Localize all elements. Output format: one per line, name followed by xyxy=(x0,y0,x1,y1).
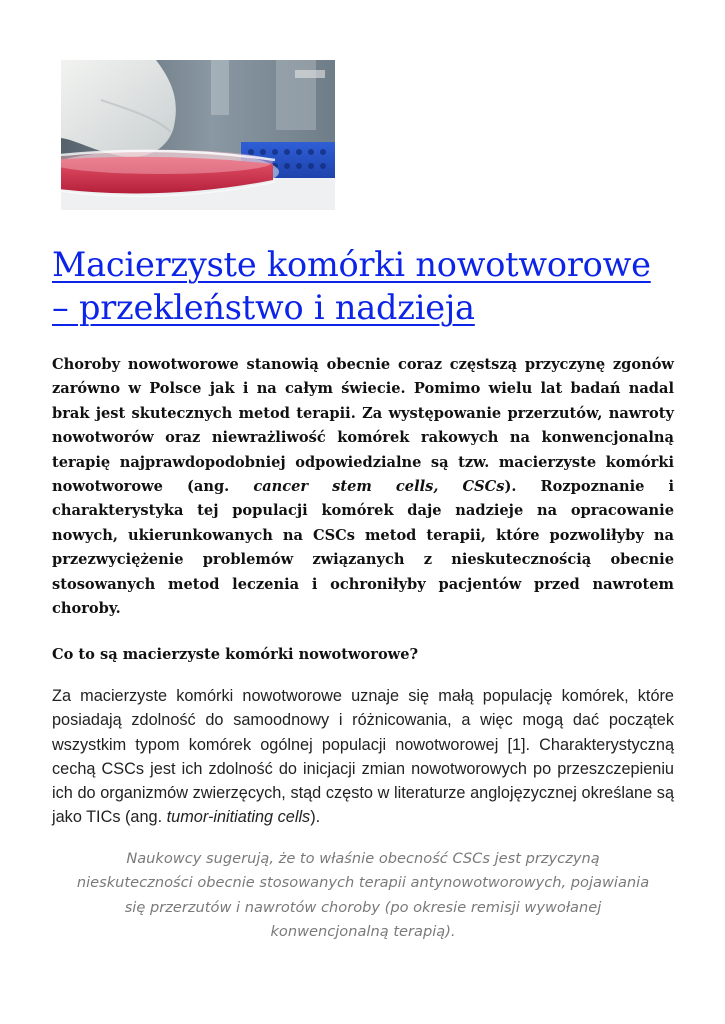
pullquote: Naukowcy sugerują, że to właśnie obecność CSCs jest przyczyną nieskuteczności obecnie stosowanych terapii antynowotworowych, pojawiania się przerzutów i nawrotów choroby (po okresie remisji wywołanej konwencjonalną terapią). xyxy=(76,850,650,940)
section-heading: Co to są macierzyste komórki nowotworowe? xyxy=(52,646,419,663)
petri-dish-photo xyxy=(61,60,335,210)
featured-image xyxy=(61,60,335,210)
article-title-link[interactable]: Macierzyste komórki nowotworowe – przekleństwo i nadzieja xyxy=(52,245,651,327)
lead-paragraph xyxy=(52,353,674,621)
body-term: tumor-initiating cells xyxy=(166,808,311,827)
article-title xyxy=(52,243,677,329)
body-paragraph xyxy=(52,684,674,830)
lead-text-2: ). Rozpoznanie i charakterystyka tej populacji komórek daje nadzieje na opracowanie nowych, ukierunkowanych na CSCs metod terapii, które pozwoliłyby na przezwyciężenie problemów związanych z nieskutecznością obecnie stosowanych metod leczenia i ochroniłyby pacjentów przed nawrotem choroby. xyxy=(52,478,675,618)
lead-term: cancer stem cells, CSCs xyxy=(253,478,505,496)
body-text-2: ). xyxy=(310,808,321,827)
body-text-1: Za macierzyste komórki nowotworowe uznaje się małą populację komórek, które posiadają zdolność do samoodnowy i różnicowania, a więc mogą dać początek wszystkim typom komórek ogólnej populacji nowotworowej [1]. Charakterystyczną cechą CSCs jest ich zdolność do inicjacji zmian nowotworowych po przeszczepieniu ich do organizmów zwierzęcych, stąd często w literaturze anglojęzycznej określane są jako TICs (ang. xyxy=(52,687,674,827)
lead-text-1: Choroby nowotworowe stanowią obecnie coraz częstszą przyczynę zgonów zarówno w Polsce jak i na całym świecie. Pomimo wielu lat badań nadal brak jest skutecznych metod terapii. Za występowanie przerzutów, nawroty nowotworów oraz niewrażliwość komórek rakowych na konwencjonalną terapię najprawdopodobniej odpowiedzialne są tzw. macierzyste komórki nowotworowe (ang. xyxy=(52,356,674,496)
